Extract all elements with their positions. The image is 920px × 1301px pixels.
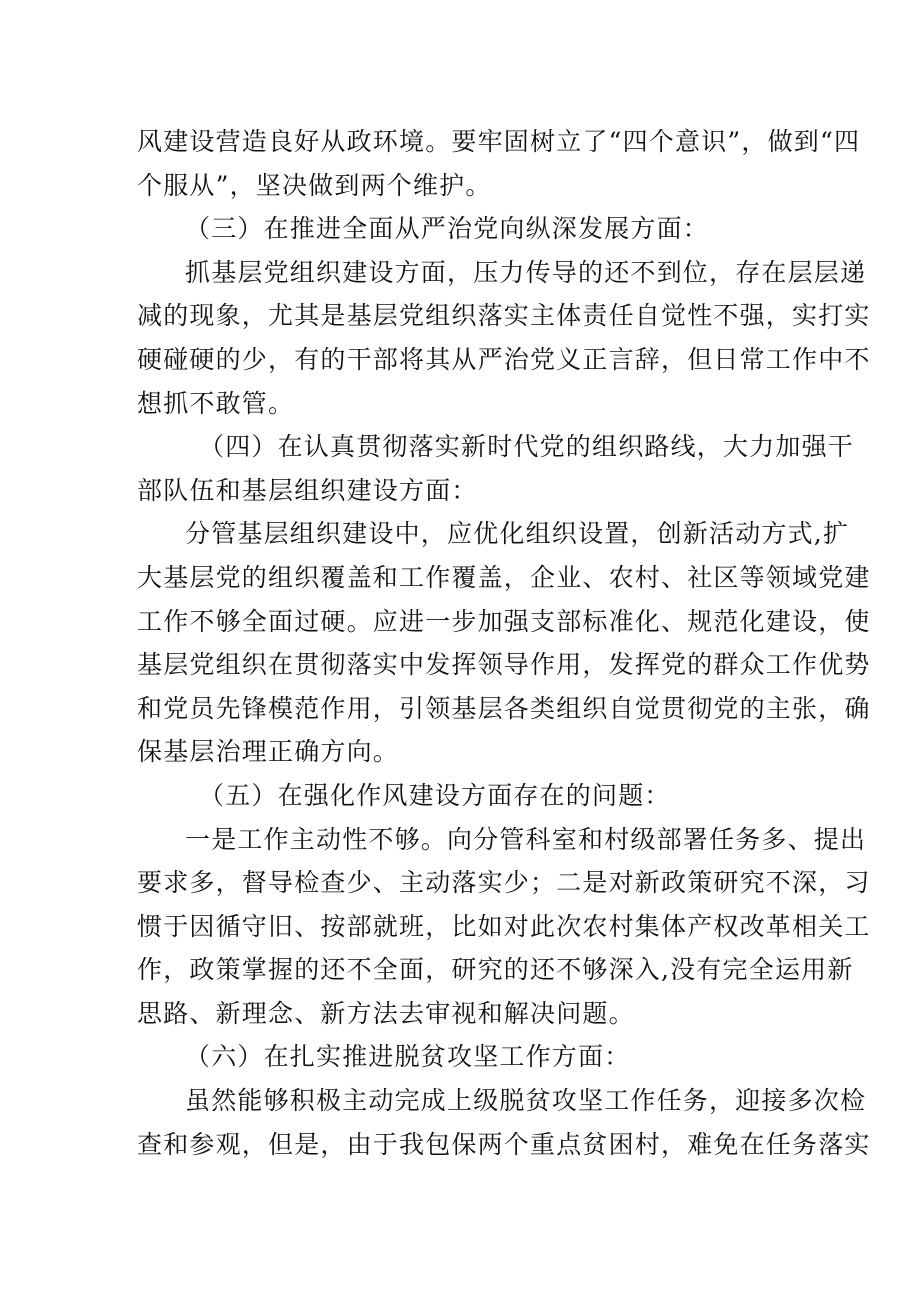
text-line: 减的现象，尤其是基层党组织落实主体责任自觉性不强，实打实 <box>137 301 871 331</box>
text-line: 作，政策掌握的还不全面，研究的还不够深入,没有完全运用新 <box>137 955 854 985</box>
text-line: 风建设营造良好从政环境。要牢固树立了“四个意识”，做到“四 <box>137 127 861 156</box>
text-line: 想抓不敢管。 <box>137 388 295 418</box>
paragraph <box>137 512 871 774</box>
paragraph <box>137 1079 871 1166</box>
text-line: 基层党组织在贯彻落实中发挥领导作用，发挥党的群众工作优势 <box>137 650 871 680</box>
heading-line: （三）在推进全面从严治党向纵深发展方面： <box>185 214 710 244</box>
text-line: 分管基层组织建设中，应优化组织设置，创新活动方式,扩 <box>185 519 850 549</box>
text-line: 要求多，督导检查少、主动落实少；二是对新政策研究不深，习 <box>137 868 871 898</box>
section-heading-4 <box>137 425 855 512</box>
section-heading-5 <box>137 774 795 818</box>
text-line: 抓基层党组织建设方面，压力传导的还不到位，存在层层递 <box>185 257 867 287</box>
text-line: 查和参观，但是，由于我包保两个重点贫困村，难免在任务落实 <box>137 1129 871 1159</box>
text-line: 虽然能够积极主动完成上级脱贫攻坚工作任务，迎接多次检 <box>185 1086 867 1116</box>
section-heading-3 <box>137 207 795 251</box>
text-line: 思路、新理念、新方法去审视和解决问题。 <box>137 998 635 1028</box>
heading-line: （四）在认真贯彻落实新时代党的组织路线，大力加强干 <box>199 432 855 462</box>
text-line: 工作不够全面过硬。应进一步加强支部标准化、规范化建设，使 <box>137 606 871 636</box>
text-line: 个服从”，坚决做到两个维护。 <box>137 170 492 200</box>
heading-line: 部队伍和基层组织建设方面： <box>137 475 478 505</box>
paragraph <box>137 251 871 425</box>
text-line: 大基层党的组织覆盖和工作覆盖，企业、农村、社区等领域党建 <box>137 562 871 592</box>
text-line: 惯于因循守旧、按部就班，比如对此次农村集体产权改革相关工 <box>137 911 871 941</box>
heading-line: （五）在强化作风建设方面存在的问题： <box>199 780 671 810</box>
paragraph-continued <box>137 120 861 207</box>
section-heading-6 <box>137 1035 795 1079</box>
text-line: 一是工作主动性不够。向分管科室和村级部署任务多、提出 <box>185 824 867 854</box>
text-line: 保基层治理正确方向。 <box>137 737 400 767</box>
paragraph <box>137 818 871 1036</box>
text-line: 硬碰硬的少，有的干部将其从严治党义正言辞，但日常工作中不 <box>137 344 871 374</box>
heading-line: （六）在扎实推进脱贫攻坚工作方面： <box>185 1042 631 1072</box>
text-line: 和党员先锋模范作用，引领基层各类组织自觉贯彻党的主张，确 <box>137 693 871 723</box>
